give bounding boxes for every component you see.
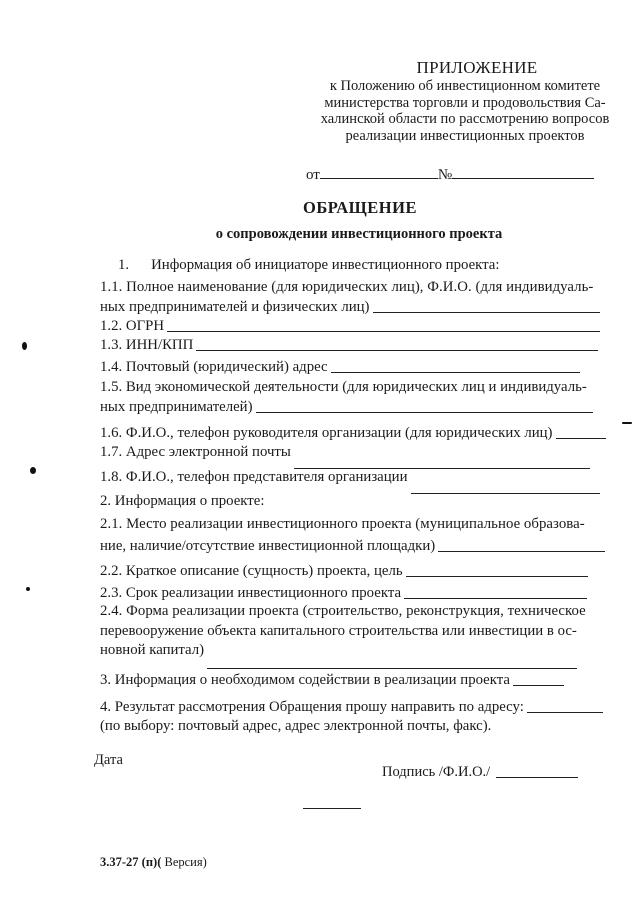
date-blank bbox=[320, 164, 438, 179]
version-word: Версия) bbox=[161, 855, 207, 869]
item-2-3-label: 2.3. Срок реализации инвестиционного проекта bbox=[100, 585, 402, 601]
scan-mark bbox=[622, 422, 632, 424]
date-number-line bbox=[306, 164, 594, 184]
item-2-4-field bbox=[100, 641, 577, 659]
appendix-line: реализации инвестиционных проектов bbox=[345, 127, 585, 144]
item-2-1-text: 2.1. Место реализации инвестиционного проекта (муниципальное образова- bbox=[100, 516, 585, 532]
scan-mark bbox=[30, 467, 36, 474]
item-1-5-text: 1.5. Вид экономической деятельности (для юридических лиц и индивидуаль- bbox=[100, 379, 587, 395]
appendix-line: к Положению об инвестиционном комитете bbox=[329, 78, 601, 94]
document-title: ОБРАЩЕНИЕ bbox=[303, 198, 417, 217]
item-1-2-field bbox=[100, 317, 600, 335]
item-2-1-field bbox=[100, 537, 605, 555]
from-label: от bbox=[306, 167, 320, 183]
section2-heading: 2. Информация о проекте: bbox=[100, 493, 265, 509]
scan-mark bbox=[22, 342, 27, 350]
fill-line bbox=[294, 455, 590, 469]
item-1-3-field bbox=[100, 336, 598, 354]
signature-blank bbox=[496, 764, 578, 778]
fill-line bbox=[167, 318, 600, 332]
fill-line bbox=[373, 299, 601, 313]
item-1-4-label: 1.4. Почтовый (юридический) адрес bbox=[100, 359, 328, 375]
item-2-4-label: новной капитал) bbox=[100, 642, 205, 658]
fill-line bbox=[411, 480, 601, 494]
item-2-4-text-b: перевооружение объекта капитального строительства или инвестиции в ос- bbox=[100, 623, 577, 639]
item-1-5-label: ных предпринимателей) bbox=[100, 399, 253, 415]
appendix-line: халинской области по рассмотрению вопросов bbox=[320, 111, 610, 127]
item-1-7-label: 1.7. Адрес электронной почты bbox=[100, 444, 291, 460]
version-code-text: 3.37-27 (п)( bbox=[100, 855, 162, 869]
fill-line bbox=[256, 399, 593, 413]
fill-line bbox=[513, 672, 564, 686]
item-1-6-field bbox=[100, 424, 606, 442]
fill-line bbox=[331, 359, 580, 373]
section4-label: 4. Результат рассмотрения Обращения прошу направить по адресу: bbox=[100, 699, 524, 715]
item-1-8-field bbox=[100, 468, 600, 486]
fill-line bbox=[438, 538, 605, 552]
item-1-5-field bbox=[100, 398, 593, 416]
item-1-2-label: 1.2. ОГРН bbox=[100, 318, 165, 334]
section1-number: 1. bbox=[118, 257, 130, 273]
item-2-2-field bbox=[100, 562, 588, 580]
item-1-6-label: 1.6. Ф.И.О., телефон руководителя организации (для юридических лиц) bbox=[100, 425, 553, 441]
number-label: № bbox=[437, 167, 453, 183]
section3-field bbox=[100, 671, 564, 689]
item-2-2-label: 2.2. Краткое описание (сущность) проекта, цель bbox=[100, 563, 403, 579]
item-1-8-label: 1.8. Ф.И.О., телефон представителя организации bbox=[100, 469, 408, 485]
date-label: Дата bbox=[94, 752, 123, 768]
item-1-4-field bbox=[100, 358, 580, 376]
section4-note: (по выбору: почтовый адрес, адрес электронной почты, факс). bbox=[100, 718, 492, 734]
fill-line bbox=[207, 655, 577, 669]
section3-label: 3. Информация о необходимом содействии в реализации проекта bbox=[100, 672, 510, 688]
item-1-3-label: 1.3. ИНН/КПП bbox=[100, 337, 194, 353]
signature-field bbox=[382, 764, 578, 781]
signature-label: Подпись /Ф.И.О./ bbox=[382, 764, 491, 780]
item-2-1-label: ние, наличие/отсутствие инвестиционной площадки) bbox=[100, 538, 436, 554]
appendix-header bbox=[300, 58, 630, 144]
item-2-4-text-a: 2.4. Форма реализации проекта (строительство, реконструкция, техническое bbox=[100, 603, 586, 619]
number-blank bbox=[452, 164, 594, 179]
item-1-1-field bbox=[100, 298, 600, 316]
fill-line bbox=[196, 337, 598, 351]
scan-mark bbox=[26, 587, 30, 591]
fill-line bbox=[406, 563, 588, 577]
item-2-3-field bbox=[100, 584, 587, 602]
item-1-7-field bbox=[100, 443, 590, 461]
fill-line bbox=[556, 425, 607, 439]
fill-line bbox=[527, 699, 603, 713]
item-1-1-label: ных предпринимателей и физических лиц) bbox=[100, 299, 370, 315]
fill-line bbox=[404, 585, 587, 599]
section1-heading bbox=[118, 256, 499, 274]
item-1-1-text: 1.1. Полное наименование (для юридических лиц), Ф.И.О. (для индивидуаль- bbox=[100, 279, 594, 295]
section1-heading-text: Информация об инициаторе инвестиционного проекта: bbox=[151, 257, 500, 273]
short-line bbox=[303, 808, 361, 809]
version-code bbox=[100, 855, 207, 870]
appendix-title: ПРИЛОЖЕНИЕ bbox=[416, 58, 538, 77]
document-subtitle: о сопровождении инвестиционного проекта bbox=[215, 226, 503, 242]
section4-field bbox=[100, 698, 603, 716]
appendix-line: министерства торговли и продовольствия Са- bbox=[324, 94, 606, 111]
